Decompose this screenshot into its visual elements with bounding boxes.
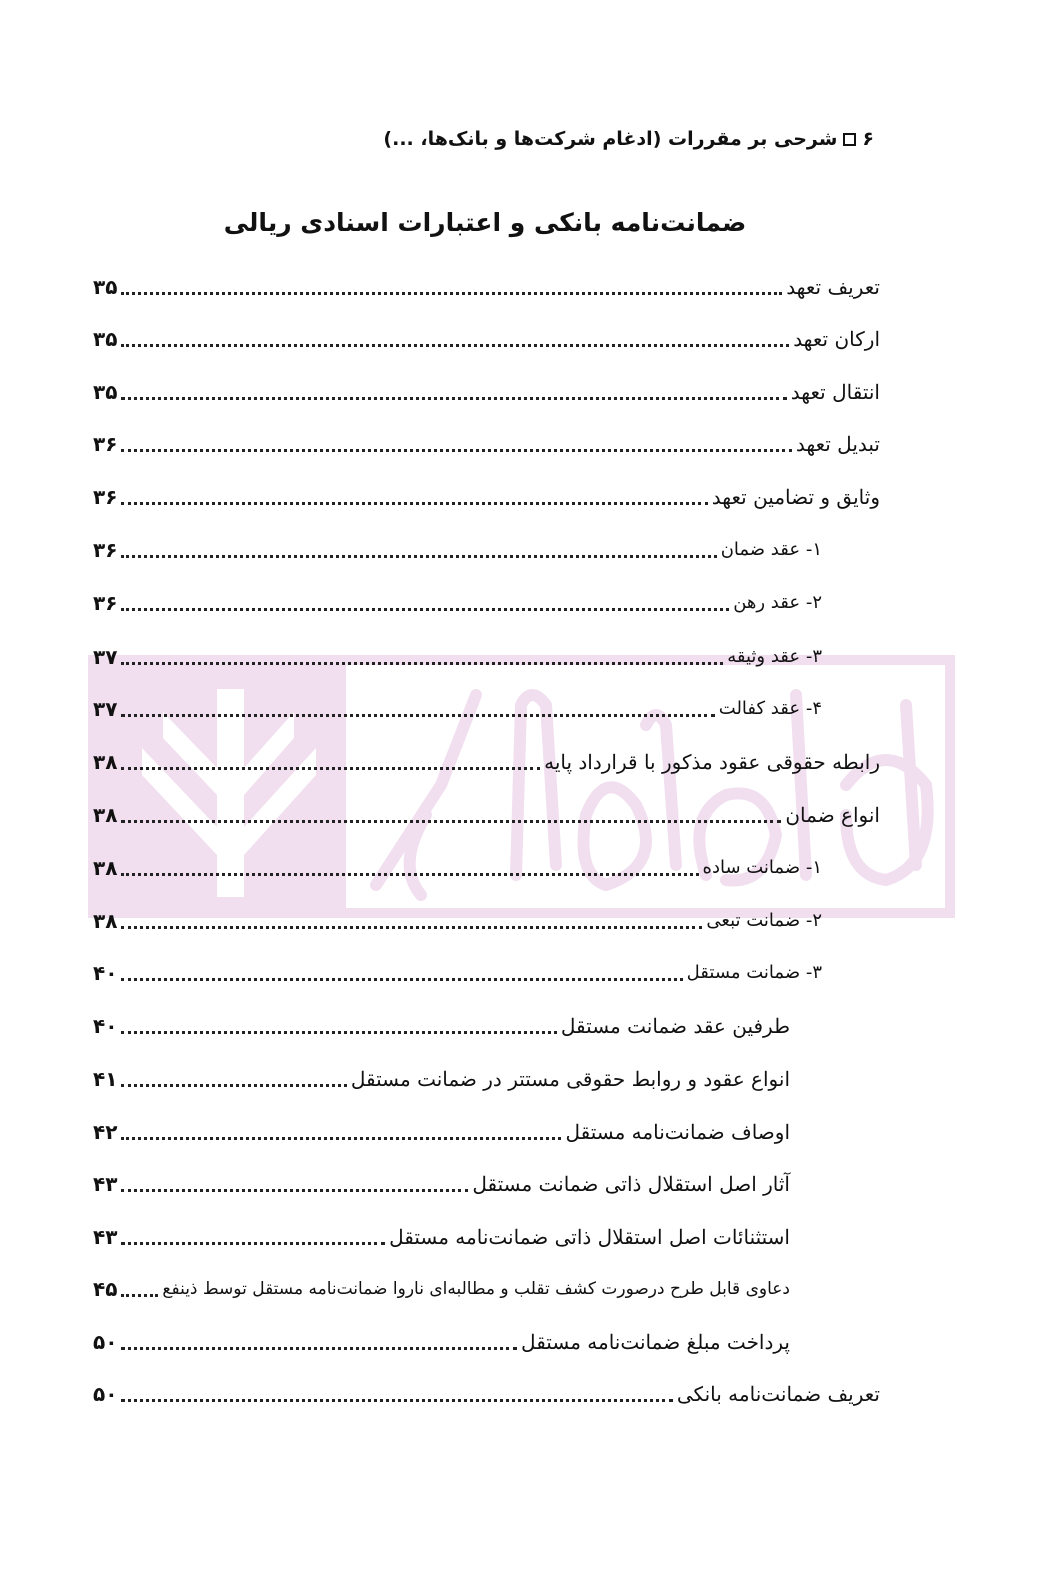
- toc-entry-page: ۳۷: [93, 697, 118, 721]
- toc-entry-page: ۴۵: [93, 1277, 118, 1301]
- toc-entry[interactable]: [93, 1113, 790, 1147]
- toc-entry-title: انواع عقود و روابط حقوقی مستتر در ضمانت مستقل: [350, 1067, 790, 1091]
- toc-entry[interactable]: [93, 954, 822, 988]
- toc-entry-title: تعریف تعهد: [786, 275, 880, 299]
- dot-leader: [121, 1137, 561, 1140]
- toc-entry-title: انواع ضمان: [785, 803, 880, 827]
- toc-entry[interactable]: [93, 268, 880, 302]
- toc-entry-title: ۴- عقد کفالت: [718, 698, 822, 719]
- dot-leader: [121, 1084, 346, 1087]
- toc-entry[interactable]: [93, 1218, 790, 1252]
- dot-leader: [121, 608, 729, 611]
- toc-entry[interactable]: [93, 796, 880, 830]
- toc-entry-title: طرفین عقد ضمانت مستقل: [560, 1014, 790, 1038]
- toc-entry[interactable]: [93, 1060, 790, 1094]
- toc-entry-title: ۱- ضمانت ساده: [702, 857, 822, 878]
- dot-leader: [121, 397, 786, 400]
- toc-entry-title: اوصاف ضمانت‌نامه مستقل: [565, 1120, 790, 1144]
- toc-entry-page: ۴۲: [93, 1120, 118, 1144]
- toc-entry-page: ۳۶: [93, 591, 118, 615]
- dot-leader: [121, 1294, 158, 1297]
- toc-entry-page: ۳۸: [93, 803, 118, 827]
- page-number: ۶: [862, 128, 874, 150]
- dot-leader: [121, 926, 702, 929]
- toc-entry-page: ۴۳: [93, 1225, 118, 1249]
- toc-entry-page: ۳۸: [93, 856, 118, 880]
- square-outline-icon: [843, 133, 856, 146]
- toc-entry-page: ۳۸: [93, 750, 118, 774]
- toc-entry[interactable]: [93, 320, 880, 354]
- dot-leader: [121, 662, 723, 665]
- toc-entry-page: ۴۱: [93, 1067, 118, 1091]
- toc-entry-page: ۴۰: [93, 1014, 118, 1038]
- dot-leader: [121, 449, 791, 452]
- toc-entry-title: دعاوی قابل طرح درصورت کشف تقلب و مطالبه‌ای ناروا ضمانت‌نامه مستقل توسط ذینفع: [162, 1279, 790, 1299]
- toc-entry-title: رابطه حقوقی عقود مذکور با قرارداد پایه: [544, 750, 880, 774]
- dot-leader: [121, 820, 781, 823]
- toc-entry-title: ارکان تعهد: [793, 327, 880, 351]
- toc-entry-page: ۴۳: [93, 1172, 118, 1196]
- dot-leader: [121, 555, 716, 558]
- toc-entry[interactable]: [93, 1375, 880, 1409]
- dot-leader: [121, 714, 714, 717]
- toc-entry-page: ۴۰: [93, 961, 118, 985]
- toc-entry-page: ۵۰: [93, 1330, 118, 1354]
- toc-entry[interactable]: [93, 478, 880, 512]
- toc-entry[interactable]: [93, 1007, 790, 1041]
- toc-entry[interactable]: [93, 531, 822, 565]
- toc-entry-title: ۲- ضمانت تبعی: [706, 910, 822, 931]
- toc-entry[interactable]: [93, 638, 822, 672]
- dot-leader: [121, 502, 707, 505]
- toc-entry-page: ۳۷: [93, 645, 118, 669]
- toc-entry[interactable]: [93, 584, 822, 618]
- book-title: شرحی بر مقررات (ادغام شرکت‌ها و بانک‌ها، ...): [383, 128, 838, 150]
- running-head: [383, 128, 874, 150]
- dot-leader: [121, 1399, 672, 1402]
- toc-entry[interactable]: [93, 1270, 790, 1304]
- toc-entry[interactable]: [93, 373, 880, 407]
- dot-leader: [121, 1242, 385, 1245]
- toc-entry-title: استثنائات اصل استقلال ذاتی ضمانت‌نامه مستقل: [389, 1225, 790, 1249]
- toc-entry-title: ۲- عقد رهن: [733, 592, 822, 613]
- toc-entry[interactable]: [93, 902, 822, 936]
- toc-entry-title: تعریف ضمانت‌نامه بانکی: [676, 1382, 880, 1406]
- dot-leader: [121, 767, 540, 770]
- toc-entry[interactable]: [93, 690, 822, 724]
- toc-entry-title: ۳- ضمانت مستقل: [686, 962, 822, 983]
- toc-entry-title: تبدیل تعهد: [795, 432, 880, 456]
- toc-entry-page: ۳۵: [93, 327, 118, 351]
- dot-leader: [121, 344, 789, 347]
- dot-leader: [121, 292, 782, 295]
- toc-entry-title: پرداخت مبلغ ضمانت‌نامه مستقل: [521, 1330, 790, 1354]
- toc-entry[interactable]: [93, 743, 880, 777]
- toc-entry-page: ۳۵: [93, 380, 118, 404]
- toc-entry[interactable]: [93, 425, 880, 459]
- toc-entry-title: انتقال تعهد: [790, 380, 880, 404]
- toc-entry-page: ۳۶: [93, 432, 118, 456]
- dot-leader: [121, 1347, 517, 1350]
- toc-entry-title: وثایق و تضامین تعهد: [711, 485, 880, 509]
- toc-entry-page: ۳۵: [93, 275, 118, 299]
- toc-entry-page: ۳۸: [93, 909, 118, 933]
- dot-leader: [121, 978, 682, 981]
- toc-entry-page: ۳۶: [93, 538, 118, 562]
- dot-leader: [121, 873, 698, 876]
- toc-entry-title: ۱- عقد ضمان: [720, 539, 822, 560]
- toc-entry-page: ۳۶: [93, 485, 118, 509]
- dot-leader: [121, 1031, 556, 1034]
- section-title: ضمانت‌نامه بانکی و اعتبارات اسنادی ریالی: [223, 208, 747, 237]
- toc-entry-title: آثار اصل استقلال ذاتی ضمانت مستقل: [472, 1172, 790, 1196]
- toc-entry-page: ۵۰: [93, 1382, 118, 1406]
- dot-leader: [121, 1189, 468, 1192]
- toc-entry-title: ۳- عقد وثیقه: [727, 646, 822, 667]
- toc-entry[interactable]: [93, 849, 822, 883]
- toc-entry[interactable]: [93, 1165, 790, 1199]
- toc-entry[interactable]: [93, 1323, 790, 1357]
